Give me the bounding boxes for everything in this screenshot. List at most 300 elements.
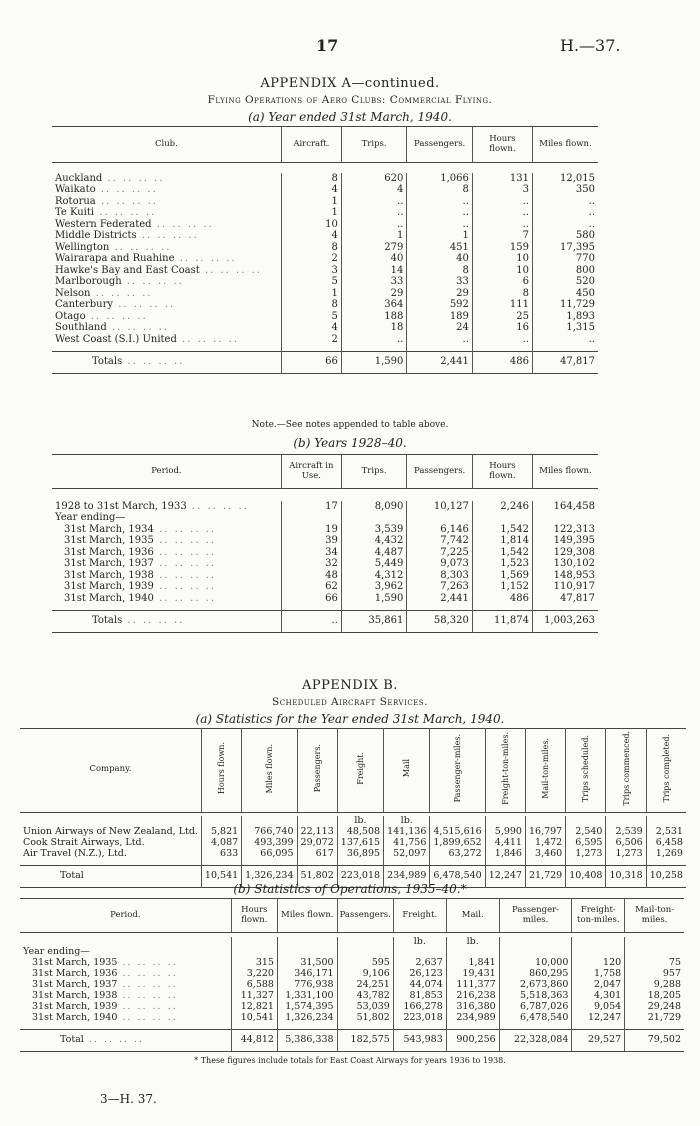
table-cell [341,322,407,334]
scheduled-services-1940-table [20,728,684,888]
table-cell [532,311,598,323]
cell-value: 216,238 [456,990,496,1002]
cell-value: 11,327 [240,990,274,1002]
table-cell [472,184,532,196]
table-cell [337,1030,393,1052]
column-header [297,729,337,813]
table-cell [52,184,281,196]
leader-dots: .. .. .. .. [95,195,158,207]
cell-value: 18,205 [647,990,681,1002]
cell-value: .. [331,615,338,627]
table-cell [393,1030,446,1052]
column-header [485,729,525,813]
table-header-row [52,127,598,163]
table-cell [472,593,532,605]
table-cell [281,334,341,346]
cell-value: 4 [331,230,338,241]
cell-value: 3,460 [535,847,563,859]
column-header-label: Hours flown. [216,742,226,795]
cell-value: 81,853 [409,990,443,1002]
cell-value: 1,542 [500,523,529,535]
cell-value: 21,729 [647,1011,681,1023]
cell-value: 620 [384,172,404,184]
cell-value: 29 [390,287,404,299]
cell-value: 5,821 [210,825,239,837]
table-cell [52,173,281,185]
cell-value: 10 [516,264,529,276]
cell-value: 31st March, 1936 [64,546,154,558]
cell-value: 486 [509,356,529,368]
table-cell [472,570,532,582]
column-header: Miles flown. [532,127,598,163]
unit-cell [337,937,393,948]
table-cell [532,610,598,632]
cell-value: 234,989 [387,870,427,882]
table-cell [532,558,598,570]
cell-value: 1,569 [500,569,529,581]
column-header: Period. [110,909,141,920]
cell-value: 6,478,540 [433,870,482,882]
cell-value: .. [588,333,595,345]
cell-value: 1,841 [468,957,496,969]
cell-value: 75 [668,957,681,969]
table-cell [446,1030,499,1052]
cell-value: 1,899,652 [433,836,482,848]
table-cell [472,173,532,185]
group-label-row [52,512,598,524]
cell-value: 520 [575,276,595,287]
cell-value: 66 [325,356,338,368]
cell-value: 4,432 [374,535,404,546]
cell-value: 592 [449,299,469,310]
cell-value: 617 [315,847,334,859]
column-header: Aircraft in Use. [281,455,341,489]
cell-value: 44,812 [240,1034,274,1046]
cell-value: 451 [449,241,469,253]
table-cell [281,242,341,254]
leader-dots: .. .. .. .. [85,310,148,322]
cell-value: 31st March, 1939 [64,581,154,592]
table-cell [532,276,598,288]
table-cell [341,593,407,605]
cell-value: 5,449 [374,558,404,569]
cell-value: 2,540 [575,825,603,837]
column-header-label: Freight-ton-miles. [500,731,510,805]
cell-value: 12,247 [587,1011,622,1023]
table-cell [281,196,341,208]
leader-dots: .. .. .. .. [121,276,184,287]
table-row [52,184,598,196]
cell-value: .. [397,195,404,207]
cell-value: 10,258 [649,870,683,882]
cell-value: 189 [449,310,469,322]
table-cell [231,1013,277,1024]
leader-dots: .. .. .. .. [117,990,178,1002]
cell-value: 766,740 [254,825,294,837]
cell-value: 595 [371,957,390,969]
cell-value: Wellington [55,241,110,253]
cell-value: West Coast (S.I.) United [55,333,177,345]
leader-dots: .. .. .. .. [153,592,217,604]
cell-value: 1,315 [566,322,595,333]
table-cell [52,299,281,311]
table-cell [52,207,281,219]
column-header [201,729,241,813]
table-cell [532,299,598,311]
cell-value: 493,399 [254,836,294,848]
table-cell [472,207,532,219]
cell-value: 111 [509,299,529,310]
cell-value: 2,047 [593,979,622,991]
cell-value: Total [60,870,84,882]
table-cell [625,1013,684,1024]
cell-value: 4,087 [210,836,239,848]
cell-value: 120 [603,957,622,969]
cell-value: 29,072 [300,836,334,848]
cell-value: 44,074 [409,979,443,991]
cell-value: 6,595 [575,836,603,848]
cell-value: 234,989 [456,1011,496,1023]
column-header [384,729,430,813]
cell-value: 31st March, 1936 [32,968,118,980]
table-cell [281,265,341,277]
cell-value: 51,802 [300,870,334,882]
table-cell [407,524,473,536]
table-row [52,265,598,277]
table-cell [341,219,407,231]
column-header-label: Trips commenced. [621,731,631,806]
table-cell [341,299,407,311]
cell-value: 188 [384,310,404,322]
cell-value: 315 [255,957,274,969]
cell-value: 6,588 [246,979,274,991]
table-cell [281,593,341,605]
table-cell [407,547,473,559]
cell-value: 8 [331,172,338,184]
table-cell [341,535,407,547]
cell-value: 1 [462,230,469,241]
table-row [52,196,598,208]
table-cell [566,849,606,860]
cell-value: 3,539 [374,523,404,535]
table-header-row [52,455,598,489]
table-cell [472,288,532,300]
table-cell [499,1013,572,1024]
cell-value: 5,990 [494,825,522,837]
leader-dots: .. .. .. .. [153,569,217,581]
column-header [646,729,686,813]
table-cell [532,219,598,231]
table-cell [472,334,532,346]
cell-value: Total [60,1034,84,1046]
cell-value: 9,106 [362,968,390,980]
table-cell [52,570,281,582]
cell-value: 11,729 [560,299,595,310]
cell-value: 4,312 [374,569,404,581]
column-header: Passenger-miles. [499,899,572,933]
cell-value: 29,248 [647,1001,681,1013]
table-cell [407,512,473,524]
table-cell [341,196,407,208]
cell-value: 3 [331,264,338,276]
table-cell [532,593,598,605]
cell-value: 900,256 [456,1034,496,1046]
table-row [20,1013,684,1024]
cell-value: 36,895 [346,847,381,859]
table-cell [281,547,341,559]
leader-dots: .. .. .. .. [90,287,153,299]
table-cell [341,524,407,536]
table-a-caption: (a) Year ended 31st March, 1940. [248,110,452,124]
cell-value: 52,097 [393,847,427,859]
table-row [52,276,598,288]
cell-value: 346,171 [294,968,334,980]
cell-value: 4,411 [494,836,522,848]
cell-value: 776,938 [294,979,334,991]
column-header: Hours flown. [472,127,532,163]
cell-value: 10,318 [609,870,643,882]
table-row [52,535,598,547]
table-cell [407,207,473,219]
cell-value: 12,015 [560,172,595,184]
table-cell [281,184,341,196]
table-cell [52,581,281,593]
cell-value: Southland [55,322,107,333]
unit-cell [499,937,572,948]
table-cell [281,311,341,323]
column-header [337,729,383,813]
cell-value: 31,500 [300,957,334,969]
cell-value: Auckland [55,172,103,184]
table-cell [407,242,473,254]
cell-value: 166,278 [403,1001,443,1013]
column-header-label: Freight. [355,752,365,785]
appendix-b-title: APPENDIX B. [302,678,398,693]
cell-value: 3,962 [374,581,404,592]
cell-value: 31st March, 1940 [64,592,154,604]
column-header [430,729,485,813]
table-cell [407,288,473,300]
cell-value: 51,802 [356,1011,390,1023]
cell-value: .. [397,218,404,230]
cell-value: 10,000 [535,957,569,969]
column-header [525,729,565,813]
table-row [20,849,686,860]
leader-dots: .. .. .. .. [102,172,165,184]
column-header: Aircraft. [281,127,341,163]
cell-value: 860,295 [529,968,569,980]
cell-value: 1,472 [535,836,563,848]
cell-value: 41,756 [393,836,427,848]
cell-value: 17,395 [560,241,595,253]
table-cell [341,253,407,265]
cell-value: 4,487 [374,546,404,558]
cell-value: 31st March, 1938 [32,990,118,1002]
column-header [566,729,606,813]
cell-value: 1,273 [575,847,603,859]
table-cell [341,610,407,632]
cell-value: 2,637 [415,957,443,969]
cell-value: 2,441 [440,592,469,604]
table-cell [532,196,598,208]
table-cell [341,334,407,346]
table-cell [572,1013,625,1024]
table-cell [572,1030,625,1052]
cell-value: 1,269 [655,847,683,859]
table-cell [52,558,281,570]
cell-value: 182,575 [350,1034,390,1046]
cell-value: 5 [331,310,338,322]
cell-value: 8 [462,184,469,195]
table-cell [281,581,341,593]
table-row [52,558,598,570]
cell-value: .. [397,333,404,345]
table-cell [52,334,281,346]
cell-value: Wairarapa and Ruahine [55,253,175,264]
table-cell [472,242,532,254]
table-cell [52,311,281,323]
column-header [242,729,297,813]
cell-value: 9,054 [593,1001,622,1013]
cell-value: 2,531 [655,825,683,837]
table-row [52,207,598,219]
leader-dots: .. .. .. .. [153,535,217,546]
scheduled-table-b-caption: (b) Statistics of Operations, 1935–40.* [233,882,467,896]
cell-value: 2,539 [615,825,643,837]
cell-value: 10,541 [240,1011,274,1023]
cell-value: Cook Strait Airways, Ltd. [23,836,145,848]
cell-value: 9,073 [440,558,469,569]
column-header: Club. [154,138,178,149]
cell-value: 1,893 [566,310,595,322]
cell-value: 159 [509,241,529,253]
table-cell [532,173,598,185]
table-cell [20,849,201,860]
cell-value: 2,441 [440,356,469,368]
cell-value: 16 [516,322,529,333]
leader-dots: .. .. .. .. [151,218,214,230]
leader-dots: .. .. .. .. [95,184,158,195]
cell-value: 1 [397,230,404,241]
table-cell [242,849,297,860]
table-cell [532,322,598,334]
cell-value: 1 [331,287,338,299]
table-cell [407,299,473,311]
column-header: Passengers. [407,455,473,489]
cell-value: 53,039 [356,1001,390,1013]
leader-dots: .. .. .. .. [176,333,240,345]
page-signature: 3—H. 37. [100,1092,157,1106]
cell-value: 2 [331,333,338,345]
scheduled-operations-table [20,898,684,1052]
table-cell [341,581,407,593]
unit-cell [625,937,684,948]
freight-unit: lb. [337,816,383,827]
table-cell [281,288,341,300]
table-cell [281,351,341,373]
table-cell [52,276,281,288]
table-cell [201,849,241,860]
cell-value: 31st March, 1935 [64,535,154,546]
table-row [52,253,598,265]
cell-value: 1,326,234 [285,1011,334,1023]
table-cell [341,230,407,242]
cell-value: 2,673,860 [520,979,569,991]
cell-value: 223,018 [340,870,381,882]
cell-value: 1,590 [374,592,404,604]
table-cell [52,547,281,559]
column-header: Trips. [341,127,407,163]
table-cell [52,288,281,300]
cell-value: 14 [390,264,404,276]
cell-value: 40 [390,253,404,264]
cell-value: 4 [331,184,338,195]
cell-value: 48 [325,569,338,581]
cell-value: 63,272 [448,847,482,859]
table-cell [281,501,341,513]
table-cell [281,276,341,288]
cell-value: 33 [390,276,404,287]
cell-value: 19,431 [462,968,496,980]
leader-dots: .. .. .. .. [174,253,237,264]
cell-value: 4,301 [593,990,622,1002]
table-cell [407,265,473,277]
table-cell [407,593,473,605]
table-cell [281,299,341,311]
cell-value: 6,458 [655,836,683,848]
cell-value: 12,821 [240,1001,274,1013]
table-row [52,322,598,334]
unit-row [20,937,684,948]
freight-unit: lb. [393,937,446,948]
table-header-row [20,899,684,933]
cell-value: Union Airways of New Zealand, Ltd. [23,825,198,837]
column-header: Trips. [341,455,407,489]
cell-value: 6,478,540 [520,1011,569,1023]
table-cell [472,610,532,632]
cell-value: 957 [662,968,681,980]
cell-value: .. [588,195,595,207]
cell-value: 1,152 [500,581,529,592]
table-row [52,230,598,242]
leader-dots: .. .. .. .. [117,968,178,980]
cell-value: 6,146 [440,523,469,535]
table-cell [277,1013,337,1024]
report-reference: H.—37. [560,36,621,55]
cell-value: 34 [325,546,338,558]
cell-value: 33 [456,276,469,287]
cell-value: 111,377 [456,979,496,991]
table-cell [532,334,598,346]
cell-value: 1,523 [500,558,529,569]
cell-value: 62 [325,581,338,592]
table-cell [231,1030,277,1052]
cell-value: 8 [522,287,529,299]
cell-value: 11,874 [493,615,529,627]
cell-value: 131 [509,172,529,184]
table-cell [52,219,281,231]
leader-dots: .. .. .. .. [94,207,157,218]
cell-value: .. [588,218,595,230]
table-row [52,173,598,185]
cell-value: 12,247 [488,870,522,882]
cell-value: 3 [522,184,529,195]
table-cell [52,351,281,373]
cell-value: 486 [509,592,529,604]
table-cell [407,230,473,242]
table-cell [407,253,473,265]
cell-value: 10 [325,218,338,230]
